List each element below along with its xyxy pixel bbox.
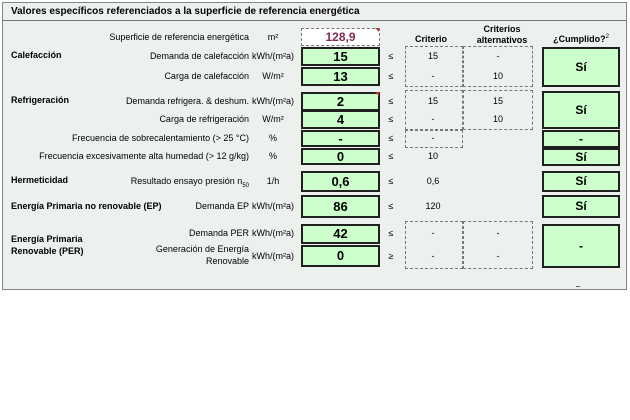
superficie-unit: m² — [267, 32, 279, 42]
per-generacion-value[interactable]: 0 — [301, 245, 380, 267]
demanda-calefaccion-alt: - — [496, 51, 500, 61]
section-refrigeracion: Refrigeración — [11, 95, 70, 105]
carga-calefaccion-label: Carga de calefacción — [164, 71, 249, 81]
title-divider — [3, 20, 626, 21]
refrigeracion-cumplido: Sí — [542, 91, 620, 129]
spreadsheet-panel — [2, 2, 627, 290]
header-criterios-alt-2: alternativos — [476, 35, 528, 45]
calefaccion-cumplido: Sí — [542, 47, 620, 87]
demanda-refrigeracion-criterio: 15 — [427, 96, 438, 106]
section-per-2: Renovable (PER) — [11, 246, 84, 256]
humedad-criterio: 10 — [427, 151, 438, 161]
section-hermeticidad: Hermeticidad — [11, 175, 69, 185]
demanda-calefaccion-label: Demanda de calefacción — [149, 51, 249, 61]
per-demanda-unit: kWh/(m²a) — [252, 228, 294, 238]
demanda-calefaccion-criterio: 15 — [427, 51, 438, 61]
header-criterio: Criterio — [414, 34, 447, 44]
demanda-calefaccion-value[interactable]: 15 — [301, 47, 380, 66]
ep-unit: kWh/(m²a) — [252, 201, 294, 211]
sobrecalentamiento-value[interactable]: - — [301, 130, 380, 147]
per-generacion-unit: kWh/(m²a) — [252, 251, 294, 261]
humedad-value[interactable]: 0 — [301, 148, 380, 165]
demanda-refrigeracion-alt: 15 — [492, 96, 503, 106]
hermeticidad-unit: 1/h — [266, 176, 280, 186]
section-per-1: Energía Primaria — [11, 234, 83, 244]
ep-symbol: ≤ — [388, 201, 394, 211]
demanda-calefaccion-unit: kWh/(m²a) — [252, 51, 294, 61]
hermeticidad-cumplido: Sí — [542, 171, 620, 192]
per-generacion-criterio: - — [431, 251, 435, 261]
header-cumplido: ¿Cumplido?$^2$ — [553, 34, 609, 44]
per-demanda-alt: - — [496, 228, 500, 238]
demanda-refrigeracion-value[interactable]: 2 — [301, 92, 380, 111]
ep-label: Demanda EP — [195, 201, 249, 211]
hermeticidad-label: Resultado ensayo presión $n_{50}$ — [130, 176, 249, 189]
carga-refrigeracion-value[interactable]: 4 — [301, 110, 380, 129]
superficie-value-cell[interactable]: 128,9 — [301, 28, 380, 46]
demanda-refrigeracion-symbol: ≤ — [388, 96, 394, 106]
panel-title: Valores específicos referenciados a la superficie de referencia energética — [11, 6, 360, 17]
demanda-refrigeracion-unit: kWh/(m²a) — [252, 96, 294, 106]
hermeticidad-symbol: ≤ — [388, 176, 394, 186]
humedad-symbol: ≤ — [388, 151, 394, 161]
carga-refrigeracion-criterio: - — [431, 114, 435, 124]
per-cumplido: - — [542, 224, 620, 268]
per-generacion-label-2: Renovable — [205, 256, 249, 266]
ep-cumplido: Sí — [542, 195, 620, 218]
sobrecalentamiento-criterio: - — [431, 133, 435, 143]
comment-marker-icon — [375, 92, 379, 96]
humedad-label: Frecuencia excesivamente alta humedad (> 12 g/kg) — [39, 151, 249, 161]
ep-value[interactable]: 86 — [301, 195, 380, 218]
per-demanda-symbol: ≤ — [388, 228, 394, 238]
sobrecalentamiento-cumplido: - — [542, 130, 620, 148]
section-ep: Energía Primaria no renovable (EP) — [11, 201, 162, 211]
ep-criterio: 120 — [425, 201, 441, 211]
demanda-refrigeracion-label: Demanda refrigera. & deshum. — [125, 96, 249, 106]
per-demanda-label: Demanda PER — [188, 228, 249, 238]
carga-refrigeracion-label: Carga de refrigeración — [159, 114, 249, 124]
carga-calefaccion-alt: 10 — [492, 71, 503, 81]
carga-refrigeracion-unit: W/m² — [262, 114, 284, 124]
carga-calefaccion-symbol: ≤ — [388, 71, 394, 81]
carga-calefaccion-criterio: - — [431, 71, 435, 81]
humedad-unit: % — [268, 151, 277, 161]
humedad-cumplido: Sí — [542, 148, 620, 166]
carga-calefaccion-unit: W/m² — [262, 71, 284, 81]
sobrecalentamiento-label: Frecuencia de sobrecalentamiento (> 25 °C) — [72, 133, 249, 143]
per-demanda-criterio: - — [431, 228, 435, 238]
hermeticidad-criterio: 0,6 — [426, 176, 440, 186]
carga-refrigeracion-alt: 10 — [492, 114, 503, 124]
section-calefaccion: Calefacción — [11, 50, 62, 60]
header-criterios-alt-1: Criterios — [483, 24, 521, 34]
per-generacion-alt: - — [496, 251, 500, 261]
sobrecalentamiento-unit: % — [268, 133, 277, 143]
sobrecalentamiento-symbol: ≤ — [388, 133, 394, 143]
cell-marker — [576, 286, 580, 287]
carga-refrigeracion-symbol: ≤ — [388, 114, 394, 124]
comment-marker-icon — [375, 28, 379, 32]
per-generacion-label-1: Generación de Energía — [155, 244, 249, 254]
demanda-calefaccion-symbol: ≤ — [388, 51, 394, 61]
hermeticidad-value[interactable]: 0,6 — [301, 171, 380, 192]
superficie-label: Superficie de referencia energética — [109, 32, 249, 42]
per-generacion-symbol: ≥ — [388, 251, 394, 261]
per-demanda-value[interactable]: 42 — [301, 224, 380, 244]
carga-calefaccion-value[interactable]: 13 — [301, 67, 380, 86]
